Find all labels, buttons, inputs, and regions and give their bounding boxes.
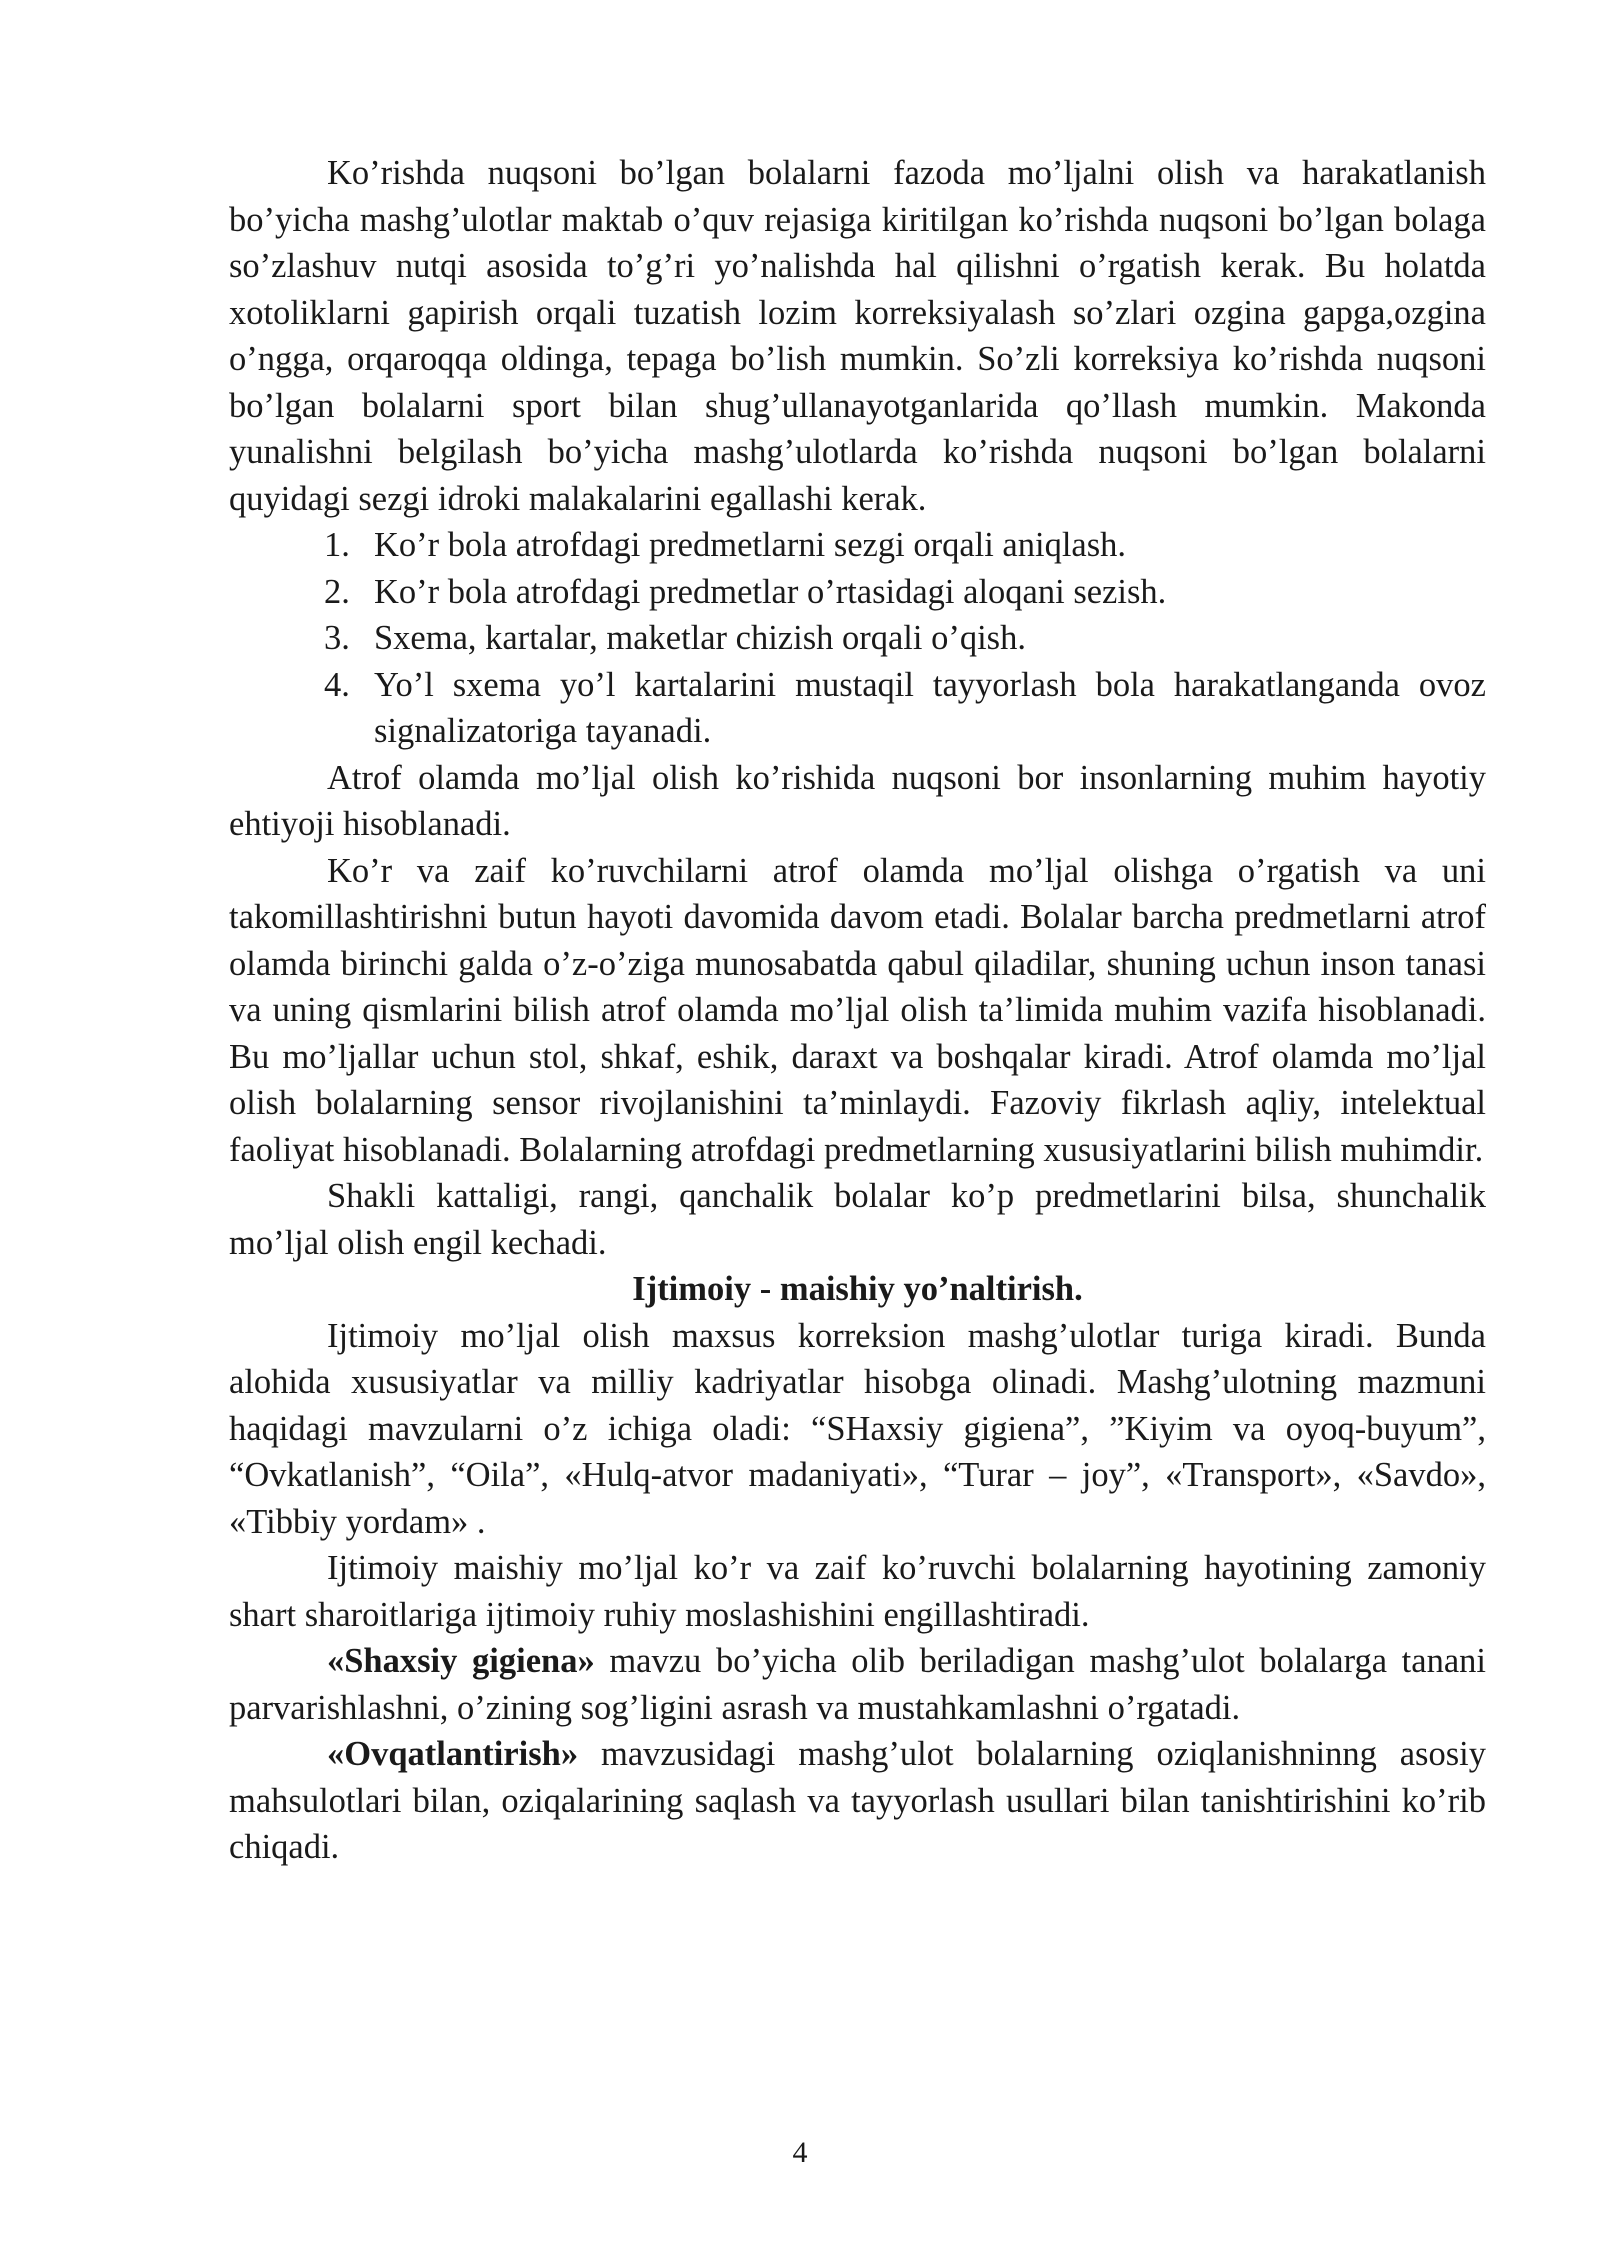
skills-list (229, 522, 1486, 755)
paragraph-orientation-training: Ko’r va zaif ko’ruvchilarni atrof olamda mo’ljal olishga o’rgatish va uni takomillashtirishni butun hayoti davomida davom etadi. Bolalar barcha predmetlarni atrof olamda birinchi galda o’z-o’ziga munosabatda qabul qiladilar, shuning uchun inson tanasi va uning qismlarini bilish atrof olamda mo’ljal olish ta’limida muhim vazifa hisoblanadi. Bu mo’ljallar uchun stol, shkaf, eshik, daraxt va boshqalar kiradi. Atrof olamda mo’ljal olish bolalarning sensor rivojlanishini ta’minlaydi. Fazoviy fikrlash aqliy, intelektual faoliyat hisoblanadi. Bolalarning atrofdagi predmetlarning xususiyatlarini bilish muhimdir. (229, 851, 1486, 1169)
list-item (229, 615, 1486, 662)
list-item-number: 2. (324, 572, 350, 611)
paragraph-orientation-need: Atrof olamda mo’ljal olish ko’rishida nuqsoni bor insonlarning muhim hayotiy ehtiyoji hisoblanadi. (229, 758, 1486, 843)
hygiene-topic-title: «Shaxsiy gigiena» (327, 1642, 595, 1680)
list-item-number: 3. (324, 619, 350, 657)
paragraph-hygiene (229, 1638, 1486, 1731)
paragraph-intro: Ko’rishda nuqsoni bo’lgan bolalarni fazoda mo’ljalni olish va harakatlanish bo’yicha mashg’ulotlar maktab o’quv rejasiga kiritilgan ko’rishda nuqsoni bo’lgan bolaga so’zlashuv nutqi asosida to’g’ri yo’nalishda hal qilishni o’rgatish kerak. Bu holatda xotoliklarni gapirish orqali tuzatish lozim korreksiyalash so’zlari ozgina gapga,ozgina o’ngga, orqaroqqa oldinga, tepaga bo’lish mumkin. So’zli korreksiya ko’rishda nuqsoni bo’lgan bolalarni sport bilan shug’ullanayotganlarida qo’llash mumkin. Makonda yunalishni belgilash bo’yicha mashg’ulotlarda ko’rishda nuqsoni bo’lgan bolalarni quyidagi sezgi idroki malakalarini egallashi kerak. (229, 154, 1486, 518)
list-item (229, 662, 1486, 755)
page-number: 4 (792, 2136, 808, 2169)
hygiene-topic-text: mavzu bo’yicha olib beriladigan mashg’ulot bolalarga tanani parvarishlashni, o’zining sog’ligini asrash va mustahkamlashni o’rgatadi. (229, 1642, 1486, 1727)
list-item-number: 1. (324, 526, 350, 564)
paragraph-social-orientation: Ijtimoiy mo’ljal olish maxsus korreksion mashg’ulotlar turiga kiradi. Bunda alohida xususiyatlar va milliy kadriyatlar hisobga olinadi. Mashg’ulotning mazmuni haqidagi mavzularni o’z ichiga oladi: “SHaxsiy gigiena”, ”Kiyim va oyoq-buyum”, “Ovkatlanish”, “Oila”, «Hulq-atvor madaniyati», “Turar – joy”, «Transport», «Savdo», «Tibbiy yordam» . (229, 1316, 1486, 1541)
list-item-text: Sxema, kartalar, maketlar chizish orqali o’qish. (374, 619, 1026, 657)
paragraph-shape-size: Shakli kattaligi, rangi, qanchalik bolalar ko’p predmetlarini bilsa, shunchalik mo’ljal olish engil kechadi. (229, 1177, 1486, 1262)
paragraph-nutrition (229, 1731, 1486, 1871)
list-item-text: Ko’r bola atrofdagi predmetlarni sezgi orqali aniqlash. (374, 526, 1127, 564)
list-item-text: Yo’l sxema yo’l kartalarini mustaqil tayyorlash bola harakatlanganda ovoz signalizatoriga tayanadi. (374, 665, 1486, 750)
list-item (229, 522, 1486, 569)
list-item (229, 569, 1486, 616)
nutrition-topic-text: mavzusidagi mashg’ulot bolalarning oziqlanishninng asosiy mahsulotlari bilan, oziqalarining saqlash va tayyorlash usullari bilan tanishtirishini ko’rib chiqadi. (229, 1735, 1486, 1866)
section-heading: Ijtimoiy - maishiy yo’naltirish. (632, 1270, 1083, 1308)
document-page (229, 150, 1486, 1871)
nutrition-topic-title: «Ovqatlantirish» (327, 1735, 579, 1773)
paragraph-social-adaptation: Ijtimoiy maishiy mo’ljal ko’r va zaif ko’ruvchi bolalarning hayotining zamoniy shart sharoitlariga ijtimoiy ruhiy moslashishini engillashtiradi. (229, 1549, 1486, 1634)
list-item-number: 4. (324, 665, 350, 704)
list-item-text: Ko’r bola atrofdagi predmetlar o’rtasidagi aloqani sezish. (374, 572, 1167, 611)
